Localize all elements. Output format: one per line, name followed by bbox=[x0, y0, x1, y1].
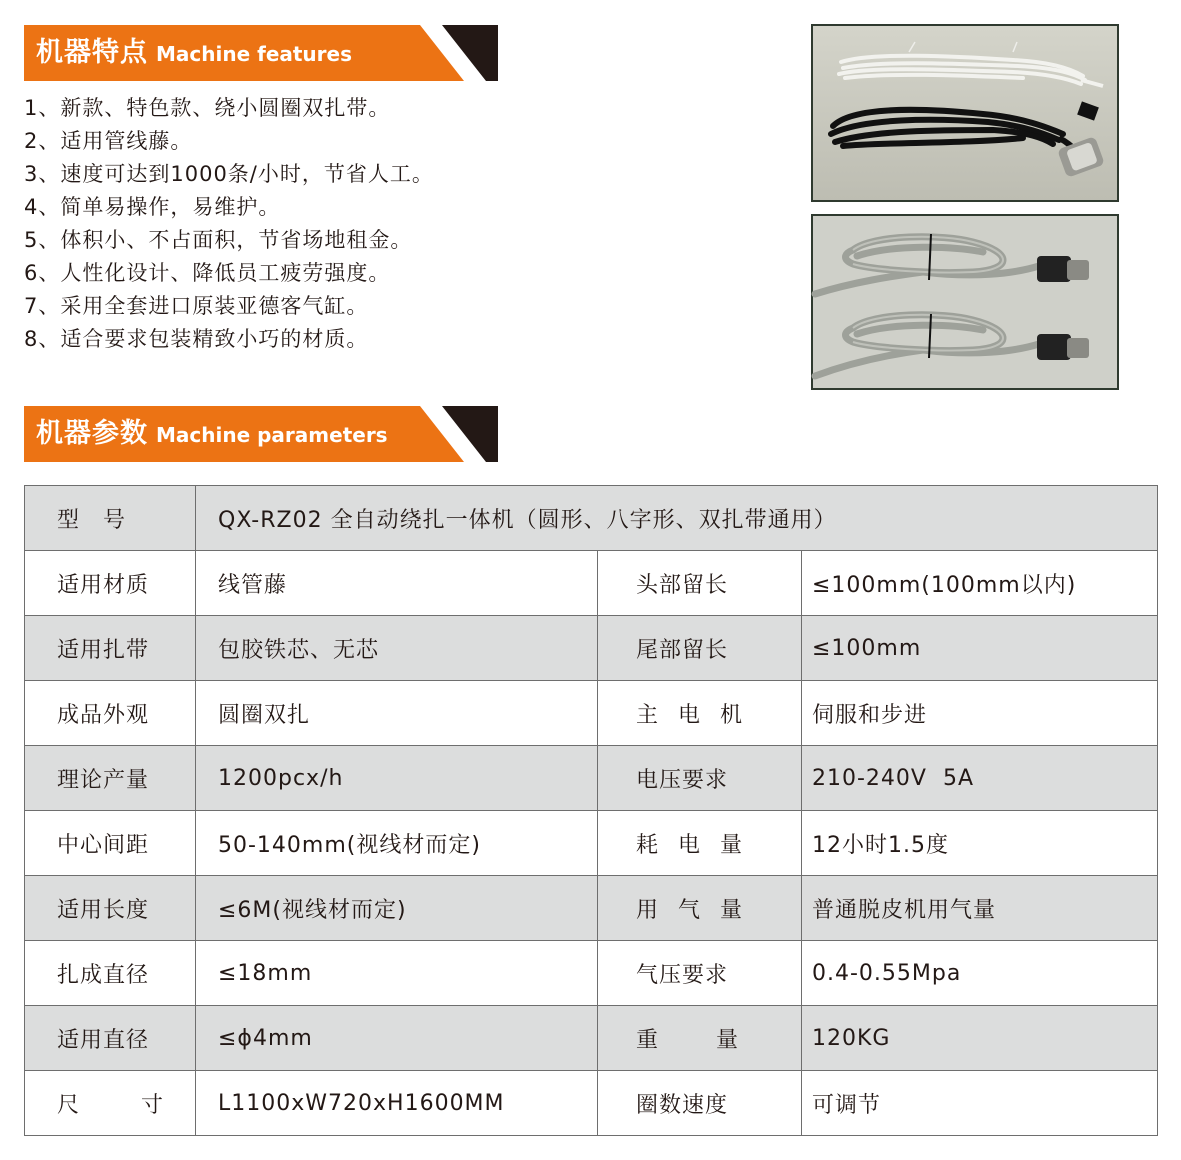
params-title-zh: 机器参数 bbox=[36, 418, 148, 449]
cable-illustration bbox=[813, 26, 1117, 200]
param-label-text: 尺寸 bbox=[57, 1092, 226, 1118]
table-row bbox=[25, 746, 1158, 811]
table-row bbox=[25, 1006, 1158, 1071]
param-label-text: 重量 bbox=[636, 1027, 797, 1053]
table-row bbox=[25, 681, 1158, 746]
param-label: 气压要求 bbox=[598, 941, 802, 1006]
params-table bbox=[24, 485, 1158, 1136]
param-value: ≤100mm(100mm以内) bbox=[802, 551, 1158, 616]
param-value: 可调节 bbox=[802, 1071, 1158, 1136]
param-value: 普通脱皮机用气量 bbox=[802, 876, 1158, 941]
param-label bbox=[598, 1006, 802, 1071]
param-label bbox=[598, 681, 802, 746]
param-label: 理论产量 bbox=[25, 746, 196, 811]
param-value: 1200pcx/h bbox=[196, 746, 598, 811]
param-value: 0.4-0.55Mpa bbox=[802, 941, 1158, 1006]
param-label: 适用直径 bbox=[25, 1006, 196, 1071]
param-value: 伺服和步进 bbox=[802, 681, 1158, 746]
param-value: ≤6M(视线材而定) bbox=[196, 876, 598, 941]
param-label: 适用材质 bbox=[25, 551, 196, 616]
table-row bbox=[25, 876, 1158, 941]
param-label: 适用长度 bbox=[25, 876, 196, 941]
feature-item: 3、速度可达到1000条/小时，节省人工。 bbox=[24, 162, 434, 186]
param-value: L1100xW720xH1600MM bbox=[196, 1071, 598, 1136]
param-label bbox=[598, 811, 802, 876]
param-value: 12小时1.5度 bbox=[802, 811, 1158, 876]
table-row bbox=[25, 616, 1158, 681]
param-label bbox=[598, 876, 802, 941]
param-label-text: 耗电量 bbox=[636, 832, 763, 858]
param-label: 尾部留长 bbox=[598, 616, 802, 681]
feature-item: 5、体积小、不占面积，节省场地租金。 bbox=[24, 228, 413, 252]
feature-item: 2、适用管线藤。 bbox=[24, 129, 193, 153]
features-title bbox=[36, 25, 352, 81]
param-value: 120KG bbox=[802, 1006, 1158, 1071]
param-value: ≤ϕ4mm bbox=[196, 1006, 598, 1071]
param-label-text: 主电机 bbox=[636, 702, 763, 728]
param-value: 210-240V 5A bbox=[802, 746, 1158, 811]
feature-item: 6、人性化设计、降低员工疲劳强度。 bbox=[24, 261, 391, 285]
param-value: 圆圈双扎 bbox=[196, 681, 598, 746]
param-label-text: 用气量 bbox=[636, 897, 763, 923]
model-label bbox=[25, 486, 196, 551]
feature-item: 7、采用全套进口原装亚德客气缸。 bbox=[24, 294, 369, 318]
table-row bbox=[25, 941, 1158, 1006]
param-value: 50-140mm(视线材而定) bbox=[196, 811, 598, 876]
param-value: ≤18mm bbox=[196, 941, 598, 1006]
param-label: 圈数速度 bbox=[598, 1071, 802, 1136]
feature-item: 1、新款、特色款、绕小圆圈双扎带。 bbox=[24, 96, 391, 120]
model-label-text: 型 号 bbox=[57, 507, 127, 533]
param-label: 中心间距 bbox=[25, 811, 196, 876]
table-row bbox=[25, 1071, 1158, 1136]
param-value: 线管藤 bbox=[196, 551, 598, 616]
table-row bbox=[25, 551, 1158, 616]
table-row bbox=[25, 811, 1158, 876]
product-photo-gray-cables bbox=[811, 214, 1119, 390]
feature-item: 4、简单易操作，易维护。 bbox=[24, 195, 281, 219]
feature-item: 8、适合要求包装精致小巧的材质。 bbox=[24, 327, 369, 351]
param-label: 适用扎带 bbox=[25, 616, 196, 681]
features-title-en: Machine features bbox=[156, 42, 353, 66]
features-title-zh: 机器特点 bbox=[36, 37, 148, 68]
params-title-en: Machine parameters bbox=[156, 423, 388, 447]
features-list bbox=[24, 92, 434, 356]
product-photo-cables bbox=[811, 24, 1119, 202]
params-title bbox=[36, 406, 388, 462]
table-row-model bbox=[25, 486, 1158, 551]
param-value: ≤100mm bbox=[802, 616, 1158, 681]
gray-cable-illustration bbox=[813, 216, 1117, 388]
param-value: 包胶铁芯、无芯 bbox=[196, 616, 598, 681]
model-value: QX-RZ02 全自动绕扎一体机（圆形、八字形、双扎带通用） bbox=[196, 486, 1158, 551]
param-label bbox=[25, 1071, 226, 1136]
param-label: 头部留长 bbox=[598, 551, 802, 616]
param-label: 扎成直径 bbox=[25, 941, 196, 1006]
param-label: 电压要求 bbox=[598, 746, 802, 811]
param-label: 成品外观 bbox=[25, 681, 196, 746]
